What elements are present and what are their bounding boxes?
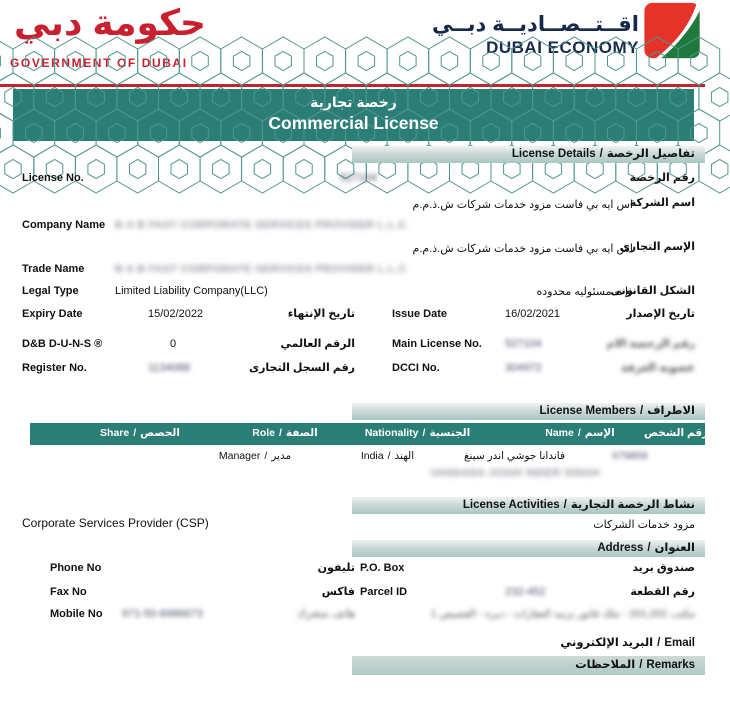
section-details-ar: تفاصيل الرخصة	[606, 148, 695, 160]
member-nationality-ar: الهند	[394, 450, 415, 462]
issue-date-label-ar: تاريخ الإصدار	[626, 308, 695, 320]
member-name-en: VANDANA JOSHI INDER SINGH	[430, 467, 601, 479]
slash: /	[599, 148, 603, 160]
register-no-label-ar: رقم السجل التجارى	[249, 362, 355, 374]
expiry-date-label-en: Expiry Date	[22, 308, 83, 320]
col-nationality-en: Nationality	[364, 427, 419, 439]
duns-label-en: D&B D-U-N-S ®	[22, 338, 103, 350]
expiry-date-label-ar: تاريخ الإنتهاء	[287, 308, 355, 320]
slash: /	[709, 427, 713, 439]
dcci-no-value: 304972	[505, 362, 542, 374]
slash: /	[647, 542, 651, 554]
red-divider-line	[0, 84, 705, 87]
trade-name-value-ar: اس ايه بي فاست مزود خدمات شركات ش.ذ.م.م	[412, 243, 633, 255]
trade-name-label-ar: الإسم التجارى	[619, 241, 695, 253]
expiry-date-value: 15/02/2022	[148, 308, 204, 320]
po-box-label-en: P.O. Box	[360, 562, 405, 574]
col-share-ar: الحصص	[140, 427, 180, 439]
section-address-ar: العنوان	[654, 542, 695, 554]
slash: /	[657, 637, 661, 649]
license-title-arabic: رخصة تجارية	[310, 94, 397, 110]
legal-type-value-en: Limited Liability Company(LLC)	[115, 285, 268, 297]
license-title-banner	[13, 89, 694, 141]
license-no-label-en: License No.	[22, 172, 84, 184]
activity-value-en: Corporate Services Provider (CSP)	[22, 516, 209, 530]
col-name-ar: الإسم	[584, 427, 615, 439]
mobile-value: 971-50-6986673	[122, 608, 203, 620]
dubai-economy-logo-icon	[643, 2, 701, 59]
main-license-no-value: 527104	[505, 338, 542, 350]
po-box-label-ar: صندوق بريد	[632, 562, 695, 574]
phone-label-en: Phone No	[50, 562, 102, 574]
member-role-en: Manager	[218, 450, 261, 462]
license-no-label-ar: رقم الرخصة	[629, 172, 695, 184]
company-name-label-en: Company Name	[22, 219, 106, 231]
section-members-ar: الاطراف	[647, 405, 695, 417]
address-full-ar: مكتب 201,202 - ملك فاتور بزنيه العقارات - ديره - القصيص 1	[430, 608, 695, 620]
mobile-label-en: Mobile No	[50, 608, 103, 620]
email-label-en: Email	[664, 637, 695, 649]
legal-type-value-ar: ذات مسئوليه محدوده	[536, 286, 633, 298]
fax-label-en: Fax No	[50, 586, 87, 598]
issue-date-label-en: Issue Date	[392, 308, 448, 320]
col-role-ar: الصفة	[285, 427, 318, 439]
email-label-ar: البريد الإلكتروني	[560, 637, 654, 649]
remarks-label-en: Remarks	[646, 659, 695, 671]
section-address-en: Address	[597, 542, 644, 554]
col-name-en: Name	[545, 427, 574, 439]
col-nationality	[345, 427, 490, 439]
register-no-value: 1134088	[148, 362, 191, 374]
duns-label-ar: الرقم العالمي	[280, 338, 355, 350]
license-title-english: Commercial License	[268, 113, 439, 133]
company-name-value-ar: اس ايه بي فاست مزود خدمات شركات ش.ذ.م.م	[412, 199, 633, 211]
section-header-address	[352, 540, 705, 557]
slash: /	[387, 450, 391, 462]
main-license-no-label-en: Main License No.	[392, 338, 482, 350]
member-role	[185, 450, 325, 462]
col-role-en: Role	[252, 427, 275, 439]
company-name-label-ar: اسم الشركة	[629, 197, 695, 209]
parcel-id-label-ar: رقم القطعة	[630, 586, 695, 598]
col-nationality-ar: الجنسية	[429, 427, 471, 439]
col-no	[620, 427, 730, 439]
member-role-ar: مدير	[271, 450, 292, 462]
dcci-no-label-ar: عضوية الغرفة	[621, 362, 695, 374]
register-no-label-en: Register No.	[22, 362, 87, 374]
section-details-en: License Details	[511, 148, 596, 160]
slash: /	[279, 427, 282, 439]
dubai-economy-wordmark: DUBAI ECONOMY	[486, 38, 639, 57]
section-members-en: License Members	[539, 405, 636, 417]
member-name-ar: فاندانا جوشي اندر سينغ	[463, 450, 565, 462]
slash: /	[577, 427, 581, 439]
government-of-dubai-calligraphy: حكومة دبي	[14, 2, 206, 43]
trade-name-value-en: B A B FAST CORPORATE SERVICES PROVIDER L.L.C	[115, 263, 407, 275]
members-table-header	[30, 423, 730, 445]
trade-name-label-en: Trade Name	[22, 263, 85, 275]
slash: /	[133, 427, 137, 439]
remarks-label-ar: الملاحظات	[575, 659, 636, 671]
col-no-en: No.	[713, 427, 730, 439]
slash: /	[639, 659, 643, 671]
parcel-id-label-en: Parcel ID	[360, 586, 408, 598]
section-header-license-activities	[352, 497, 705, 514]
dcci-no-label-en: DCCI No.	[392, 362, 440, 374]
slash: /	[422, 427, 426, 439]
company-name-value-en: B A B FAST CORPORATE SERVICES PROVIDER L.L.C	[115, 219, 407, 231]
slash: /	[640, 405, 644, 417]
col-role	[215, 427, 355, 439]
member-no: 679859	[612, 450, 648, 462]
section-header-license-members	[352, 403, 705, 420]
parcel-id-value: 232-452	[505, 586, 546, 598]
section-header-remarks	[352, 656, 705, 675]
slash: /	[264, 450, 268, 462]
mobile-label-ar: هاتف متحرك	[296, 608, 355, 620]
slash: /	[563, 499, 567, 511]
col-share-en: Share	[100, 427, 130, 439]
section-header-license-details	[352, 146, 705, 163]
government-of-dubai-caption: GOVERNMENT OF DUBAI	[10, 56, 188, 70]
legal-type-label-en: Legal Type	[22, 285, 79, 297]
email-line	[560, 635, 695, 649]
phone-label-ar: تليفون	[317, 562, 355, 574]
license-no-value: 527104	[340, 172, 377, 184]
activity-value-ar: مزود خدمات الشركات	[593, 519, 695, 531]
section-activities-ar: نشاط الرخصة التجارية	[570, 499, 695, 511]
legal-type-label-ar: الشكل القانونى	[610, 285, 695, 297]
duns-value: 0	[170, 338, 177, 350]
dubai-economy-arabic-wordmark: اقــتــصــاديــة دبــي	[431, 13, 639, 36]
main-license-no-label-ar: رقم الرخصة الام	[606, 338, 695, 350]
fax-label-ar: فاكس	[321, 586, 355, 598]
col-share	[70, 427, 210, 439]
col-no-ar: رقم الشخص	[643, 427, 709, 439]
section-activities-en: License Activities	[462, 499, 560, 511]
member-nationality-en: India	[360, 450, 384, 462]
issue-date-value: 16/02/2021	[505, 308, 561, 320]
